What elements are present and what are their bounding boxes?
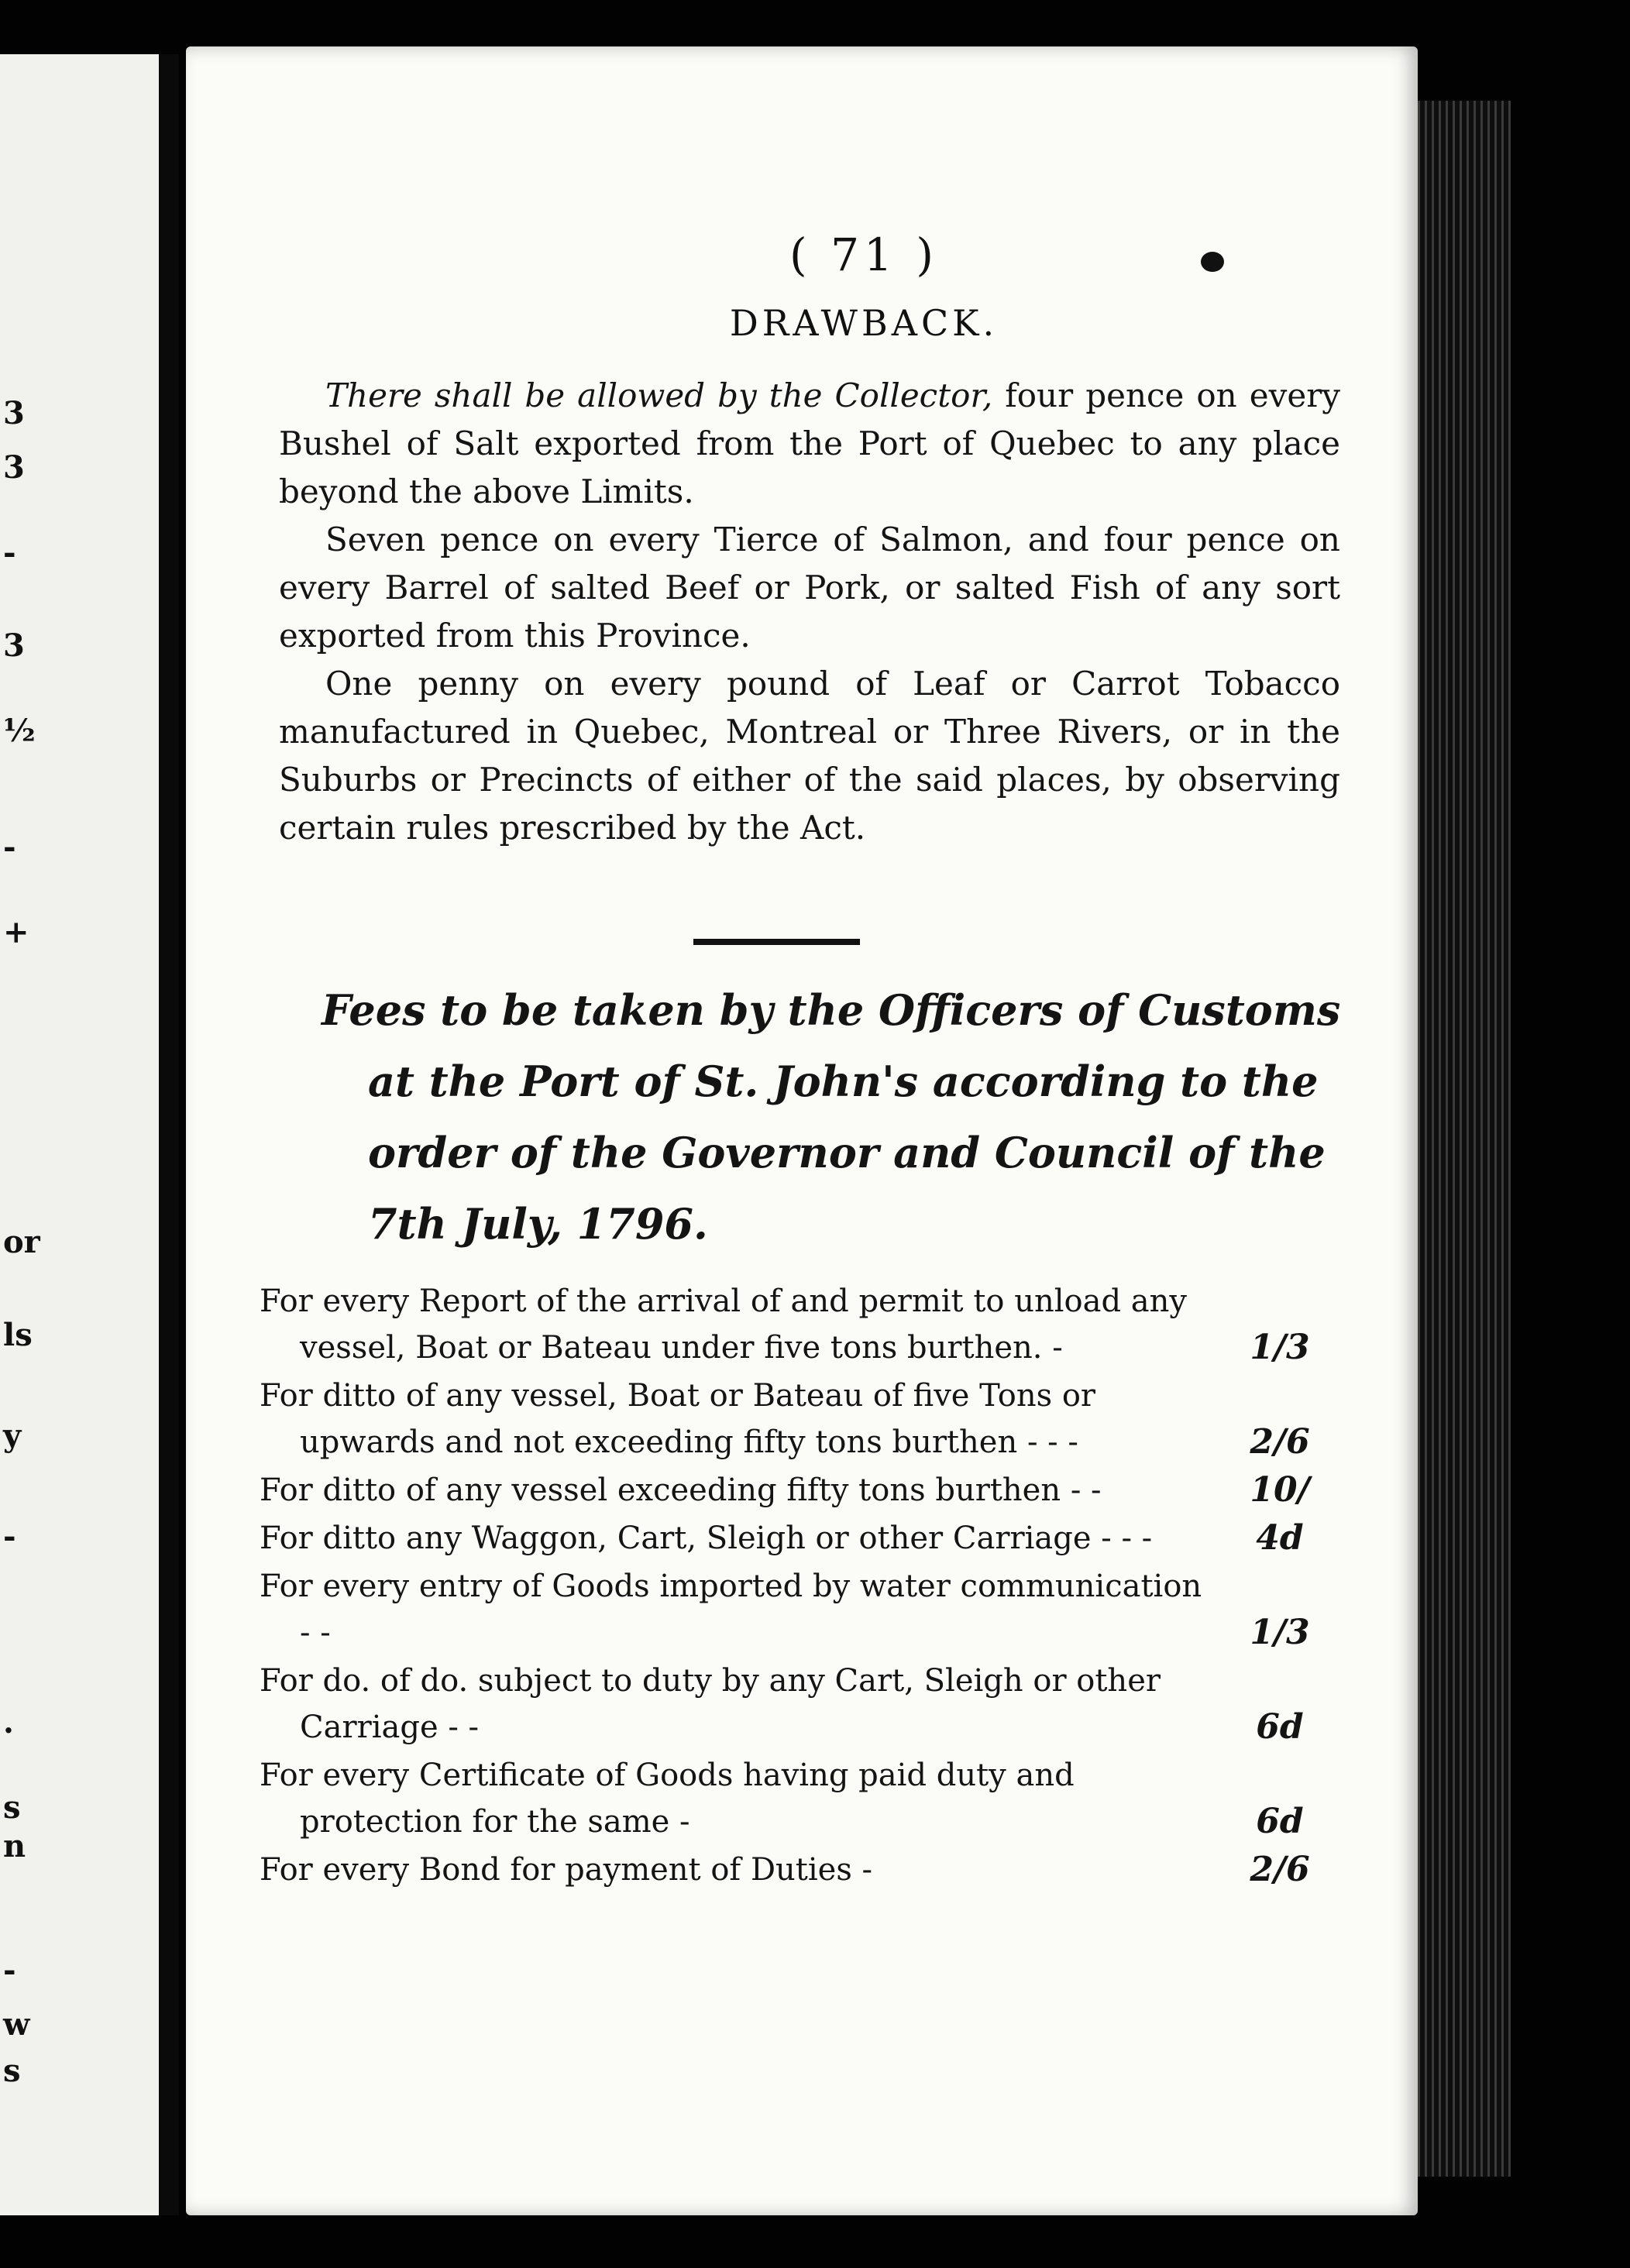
margin-mark: ½ xyxy=(3,713,36,749)
margin-mark: 3 xyxy=(3,627,25,664)
paragraph-text: One penny on every pound of Leaf or Carrot Tobacco manufactured in Quebec, Montreal or Three Rivers, or in the Suburbs or Precincts of either of the said places, by observing certain rules prescribed by the Act. xyxy=(279,665,1340,847)
margin-mark: - xyxy=(3,1952,16,1988)
page-number: ( 71 ) xyxy=(789,229,938,281)
fee-row xyxy=(260,1658,1375,1751)
book-page-edges xyxy=(1418,101,1511,2177)
book-page xyxy=(186,46,1418,2215)
margin-mark: + xyxy=(3,914,29,950)
margin-mark: 3 xyxy=(3,449,25,486)
margin-mark: . xyxy=(3,1704,14,1741)
drawback-paragraph xyxy=(279,516,1340,660)
margin-mark: or xyxy=(3,1224,40,1260)
fee-row xyxy=(260,1563,1375,1656)
facing-page xyxy=(0,54,179,2215)
fee-row xyxy=(260,1515,1375,1562)
fee-description: For every Report of the arrival of and permit to unload any vessel, Boat or Bateau under five tons burthen. - xyxy=(260,1283,1187,1366)
fee-amount: 2/6 xyxy=(1250,1850,1310,1889)
paragraph-lead: There shall be allowed by the Collector, xyxy=(325,376,993,414)
fee-description: For ditto of any vessel exceeding fifty tons burthen - - xyxy=(260,1472,1102,1508)
margin-mark: w xyxy=(3,2006,30,2043)
paragraph-text: Seven pence on every Tierce of Salmon, and four pence on every Barrel of salted Beef or Pork, or salted Fish of any sort exported from this Province. xyxy=(279,521,1340,655)
margin-mark: ls xyxy=(3,1317,33,1353)
margin-mark: y xyxy=(3,1418,22,1454)
fee-description: For every Bond for payment of Duties - xyxy=(260,1852,873,1888)
fee-row xyxy=(260,1752,1375,1845)
fee-description: For ditto of any vessel, Boat or Bateau of five Tons or upwards and not exceeding fifty tons burthen - - - xyxy=(260,1378,1096,1460)
fees-table xyxy=(260,1278,1375,1895)
section-heading: DRAWBACK. xyxy=(729,302,999,344)
fee-description: For do. of do. subject to duty by any Cart, Sleigh or other Carriage - - xyxy=(260,1663,1161,1745)
paragraph-text: four pence on every Bushel of Salt exported from the Port of Quebec to any place beyond the above Limits. xyxy=(279,376,1340,510)
fee-row xyxy=(260,1847,1375,1893)
fee-amount: 10/ xyxy=(1250,1470,1310,1510)
drawback-text xyxy=(279,372,1340,852)
margin-mark: n xyxy=(3,1828,26,1864)
fees-title: Fees to be taken by the Officers of Customs at the Port of St. John's according to the order of the Governor and Council of the 7th July, 1796. xyxy=(322,985,1341,1249)
margin-mark: - xyxy=(3,534,16,571)
margin-mark: - xyxy=(3,1518,16,1555)
fee-amount: 6d xyxy=(1256,1802,1304,1841)
fee-row xyxy=(260,1373,1375,1466)
margin-mark: - xyxy=(3,829,16,865)
fee-description: For every Certificate of Goods having paid duty and protection for the same - xyxy=(260,1758,1075,1840)
drawback-paragraph xyxy=(279,660,1340,852)
drawback-paragraph xyxy=(279,372,1340,516)
fee-description: For every entry of Goods imported by water communication - - xyxy=(260,1569,1202,1651)
margin-mark: 3 xyxy=(3,395,25,431)
margin-mark: s xyxy=(3,1789,21,1826)
fee-amount: 6d xyxy=(1256,1707,1304,1747)
section-divider xyxy=(693,939,860,945)
facing-page-margin-marks xyxy=(0,54,46,2215)
fee-amount: 4d xyxy=(1256,1518,1304,1558)
fee-row xyxy=(260,1278,1375,1371)
fee-amount: 1/3 xyxy=(1250,1613,1310,1652)
margin-mark: s xyxy=(3,2053,21,2089)
fee-row xyxy=(260,1467,1375,1514)
fee-description: For ditto any Waggon, Cart, Sleigh or other Carriage - - - xyxy=(260,1521,1153,1556)
fee-amount: 2/6 xyxy=(1250,1422,1310,1462)
fee-amount: 1/3 xyxy=(1250,1328,1310,1367)
